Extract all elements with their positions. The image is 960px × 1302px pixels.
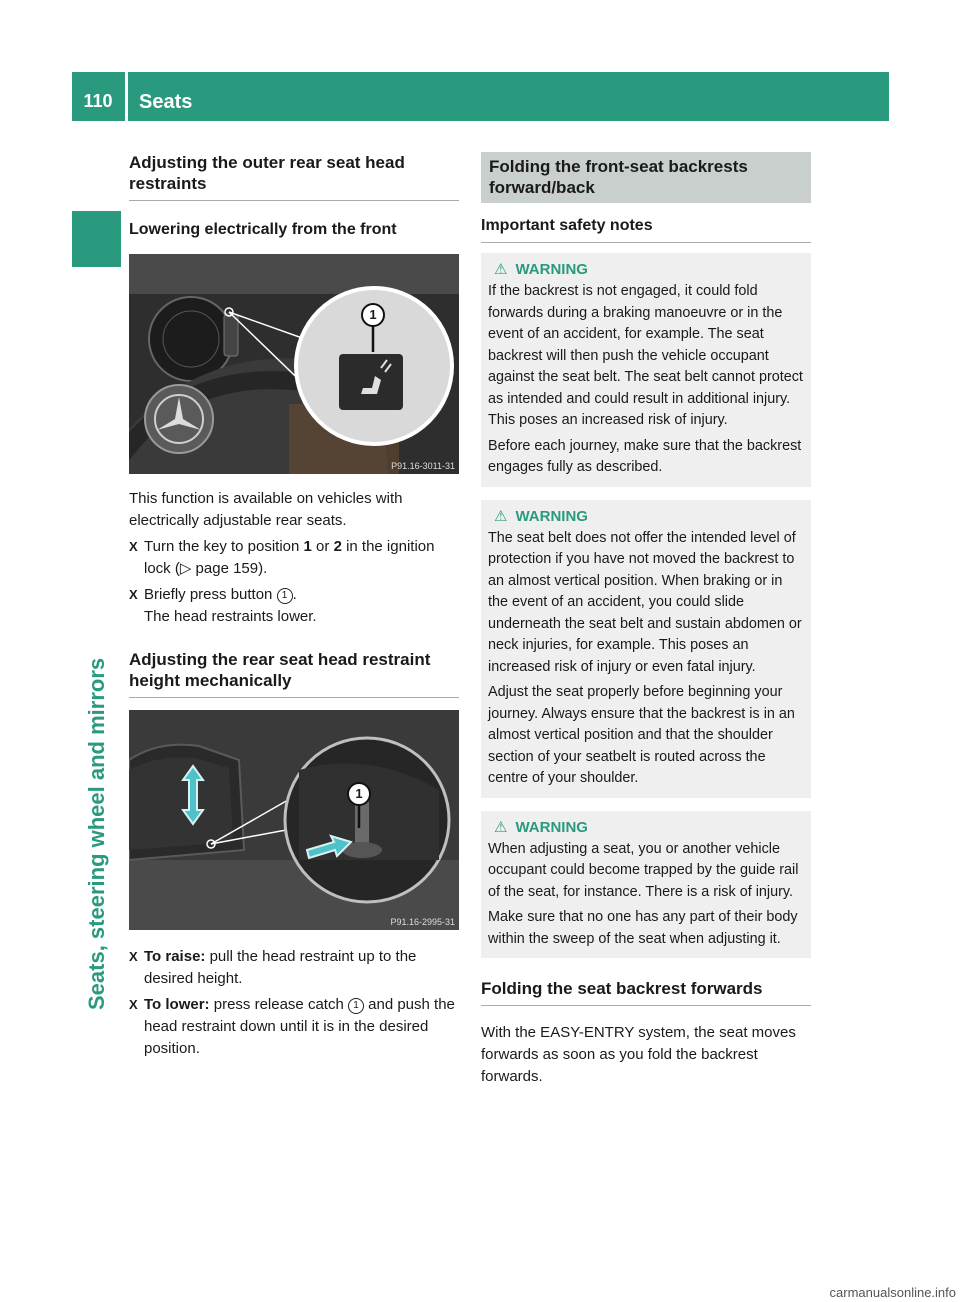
step-text: in the ignition lock ( (144, 538, 435, 577)
warning-text: When adjusting a seat, you or another vehicle occupant could become trapped by the guide rail of the seat, for instance. There is a risk of injury. (488, 840, 799, 900)
heading-rule (481, 1005, 811, 1006)
figure-code: P91.16-2995-31 (390, 917, 455, 927)
warning-text: If the backrest is not engaged, it could fold forwards during a braking manoeuvre or in the event of an accident, for example. The seat backrest will then push the vehicle occupant against the seat belt. The seat belt cannot protect as intended and could result in additional injury. This poses an increased risk of injury. (488, 283, 803, 428)
warning-triangle-icon: ⚠ (494, 818, 508, 836)
warning-instruction: Make sure that no one has any part of their body within the sweep of the seat when adjusting it. (488, 909, 798, 947)
step-text: or (311, 538, 334, 555)
step-label: To raise: (144, 948, 206, 965)
step-arrow-icon: X (129, 997, 138, 1012)
chapter-title: Seats (139, 91, 193, 113)
heading-rule (129, 200, 459, 201)
warning-instruction: Adjust the seat properly before beginning your journey. Always ensure that the backrest is in an almost vertical position and that the shoulder section of your seatbelt is routed across the centre of your shoulder. (488, 684, 795, 786)
warning-label: WARNING (515, 507, 588, 525)
key-position: 1 (303, 538, 312, 555)
head-restraint-illustration (129, 710, 459, 930)
page-number: 110 (83, 91, 113, 111)
step-label: To lower: (144, 996, 210, 1013)
instruction-step (129, 584, 459, 628)
heading-head-restraint-mechanically: Adjusting the rear seat head restraint height mechanically (129, 650, 431, 690)
warning-box (481, 253, 811, 487)
page-reference-link[interactable]: ▷ page 159 (179, 560, 259, 577)
warning-text: The seat belt does not offer the intended level of protection if you have not moved the backrest to an almost vertical position. When braking or in the event of an accident, you could slide underneath the seat belt and sustain abdomen or neck injuries, for example. This poses an increased risk of injury or even fatal injury. (488, 529, 802, 675)
body-paragraph: With the EASY-ENTRY system, the seat moves forwards as soon as you fold the backrest forwards. (481, 1024, 796, 1085)
figure-callout: 1 (355, 786, 363, 801)
header-separator (125, 72, 128, 121)
step-arrow-icon: X (129, 949, 138, 964)
heading-rule (129, 697, 459, 698)
step-text: press release catch (209, 996, 348, 1013)
section-title-box (481, 152, 811, 203)
step-arrow-icon: X (129, 587, 138, 602)
step-result: The head restraints lower. (144, 608, 317, 625)
side-chapter-label: Seats, steering wheel and mirrors (84, 657, 109, 1010)
warning-box (481, 811, 811, 959)
intro-paragraph: This function is available on vehicles with electrically adjustable rear seats. (129, 490, 403, 529)
subheading-safety-notes: Important safety notes (481, 217, 653, 234)
right-column (481, 152, 811, 1088)
instruction-step (129, 536, 459, 580)
left-column (129, 152, 459, 1060)
warning-label: WARNING (515, 818, 588, 836)
callout-number-icon: 1 (277, 588, 293, 604)
warning-instruction: Before each journey, make sure that the backrest engages fully as described. (488, 437, 802, 475)
heading-rule (481, 242, 811, 243)
step-text: Turn the key to position (144, 538, 304, 555)
warning-triangle-icon: ⚠ (494, 261, 508, 278)
warning-label: WARNING (515, 261, 588, 278)
warning-box (481, 500, 811, 798)
figure-callout: 1 (369, 307, 377, 322)
steering-wheel-illustration (129, 254, 459, 474)
subheading-lowering-electrically: Lowering electrically from the front (129, 221, 397, 238)
instruction-step-lower (129, 994, 459, 1060)
figure-code: P91.16-3011-31 (391, 461, 455, 471)
warning-triangle-icon: ⚠ (494, 507, 508, 525)
section-title: Folding the front-seat backrests forward/back (489, 157, 748, 197)
side-tab-marker (72, 211, 121, 267)
instruction-step-raise (129, 946, 459, 990)
step-text: pull the head restraint up to the desired height. (144, 948, 417, 987)
steering-wheel-figure (129, 254, 459, 474)
page-header (72, 72, 889, 121)
step-text: . (292, 586, 297, 603)
step-text: ). (258, 560, 268, 577)
footer-watermark: carmanualsonline.info (829, 1285, 956, 1300)
step-text: Briefly press button (144, 586, 277, 603)
head-restraint-figure (129, 710, 459, 930)
step-text: and push the head restraint down until it is in the desired position. (144, 996, 455, 1057)
key-position: 2 (333, 538, 342, 555)
callout-number-icon: 1 (348, 998, 364, 1014)
heading-outer-rear-head-restraints: Adjusting the outer rear seat head restraints (129, 153, 405, 193)
heading-fold-backrest-forwards: Folding the seat backrest forwards (481, 979, 763, 998)
step-arrow-icon: X (129, 539, 138, 554)
